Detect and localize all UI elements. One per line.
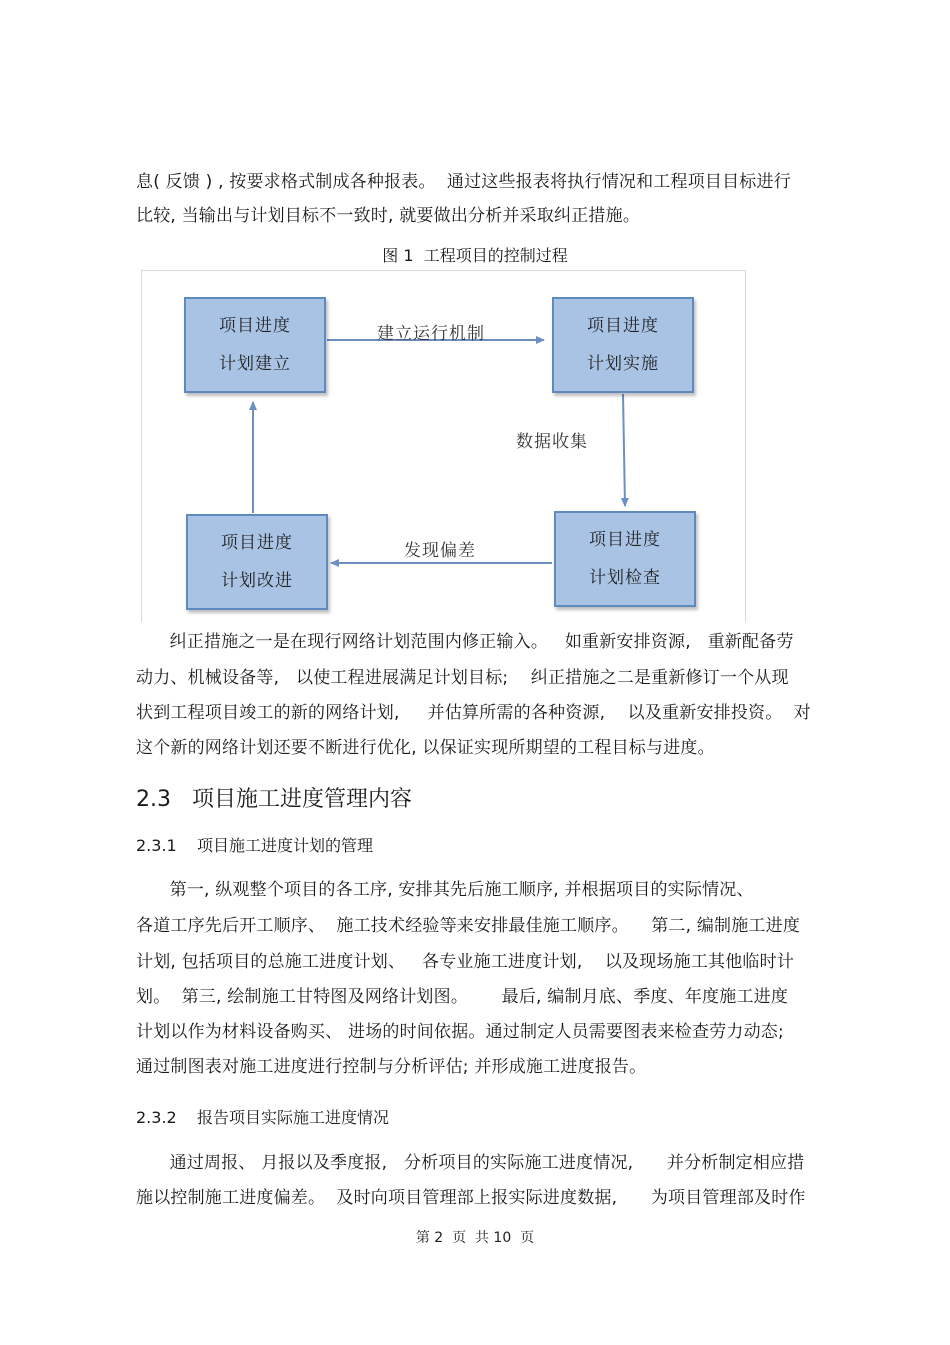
control-process-diagram (141, 270, 745, 622)
intro-line-1: 息( 反馈 ) , 按要求格式制成各种报表。 通过这些报表将执行情况和工程项目目标进行 (136, 172, 791, 192)
box-plan-implement-line1: 项目进度 (587, 316, 659, 336)
section-2-3-1-line-6: 通过制图表对施工进度进行控制与分析评估; 并形成施工进度报告。 (136, 1057, 647, 1077)
section-2-3-2-line-2: 施以控制施工进度偏差。 及时向项目管理部上报实际进度数据, 为项目管理部及时作 (136, 1188, 806, 1208)
box-plan-build (184, 297, 326, 393)
section-2-3-1-line-5: 计划以作为材料设备购买、 进场的时间依据。通过制定人员需要图表来检查劳力动态; (136, 1022, 784, 1042)
page-footer: 第 2 页 共 10 页 (415, 1230, 535, 1246)
section-2-3-1-line-4: 划。 第三, 绘制施工甘特图及网络计划图。 最后, 编制月底、季度、年度施工进度 (136, 987, 789, 1007)
box-plan-build-line1: 项目进度 (219, 316, 291, 336)
section-2-3-2-heading: 2.3.2 报告项目实际施工进度情况 (136, 1108, 390, 1127)
box-plan-check-line1: 项目进度 (589, 530, 661, 550)
box-plan-implement (552, 297, 694, 393)
box-plan-improve (186, 514, 328, 610)
section-2-3-1-line-1: 第一, 纵观整个项目的各工序, 安排其先后施工顺序, 并根据项目的实际情况、 (136, 880, 754, 900)
section-2-3-heading: 2.3 项目施工进度管理内容 (136, 787, 412, 812)
edge-label-build-to-implement: 建立运行机制 (377, 324, 485, 344)
figure-caption: 图 1 工程项目的控制过程 (382, 246, 568, 265)
box-plan-check-line2: 计划检查 (589, 568, 661, 588)
correction-line-2: 动力、机械设备等, 以使工程进展满足计划目标; 纠正措施之二是重新修订一个从现 (136, 668, 789, 688)
correction-line-4: 这个新的网络计划还要不断进行优化, 以保证实现所期望的工程目标与进度。 (136, 738, 715, 758)
correction-line-1: 纠正措施之一是在现行网络计划范围内修正输入。 如重新安排资源, 重新配备劳 (136, 632, 794, 652)
box-plan-build-line2: 计划建立 (219, 354, 291, 374)
box-plan-check (554, 511, 696, 607)
edge-label-check-to-improve: 发现偏差 (404, 541, 476, 561)
correction-line-3: 状到工程项目竣工的新的网络计划, 并估算所需的各种资源, 以及重新安排投资。 对 (136, 703, 811, 723)
section-2-3-1-heading: 2.3.1 项目施工进度计划的管理 (136, 836, 374, 855)
box-plan-improve-line1: 项目进度 (221, 533, 293, 553)
section-2-3-2-line-1: 通过周报、 月报以及季度报, 分析项目的实际施工进度情况, 并分析制定相应措 (136, 1153, 805, 1173)
section-2-3-1-line-3: 计划, 包括项目的总施工进度计划、 各专业施工进度计划, 以及现场施工其他临时计 (136, 952, 795, 972)
section-2-3-1-line-2: 各道工序先后开工顺序、 施工技术经验等来安排最佳施工顺序。 第二, 编制施工进度 (136, 916, 801, 936)
arrow-implement-to-check (623, 394, 625, 506)
intro-line-2: 比较, 当输出与计划目标不一致时, 就要做出分析并采取纠正措施。 (136, 206, 641, 226)
box-plan-improve-line2: 计划改进 (221, 571, 293, 591)
box-plan-implement-line2: 计划实施 (587, 354, 659, 374)
edge-label-implement-to-check: 数据收集 (516, 432, 588, 452)
